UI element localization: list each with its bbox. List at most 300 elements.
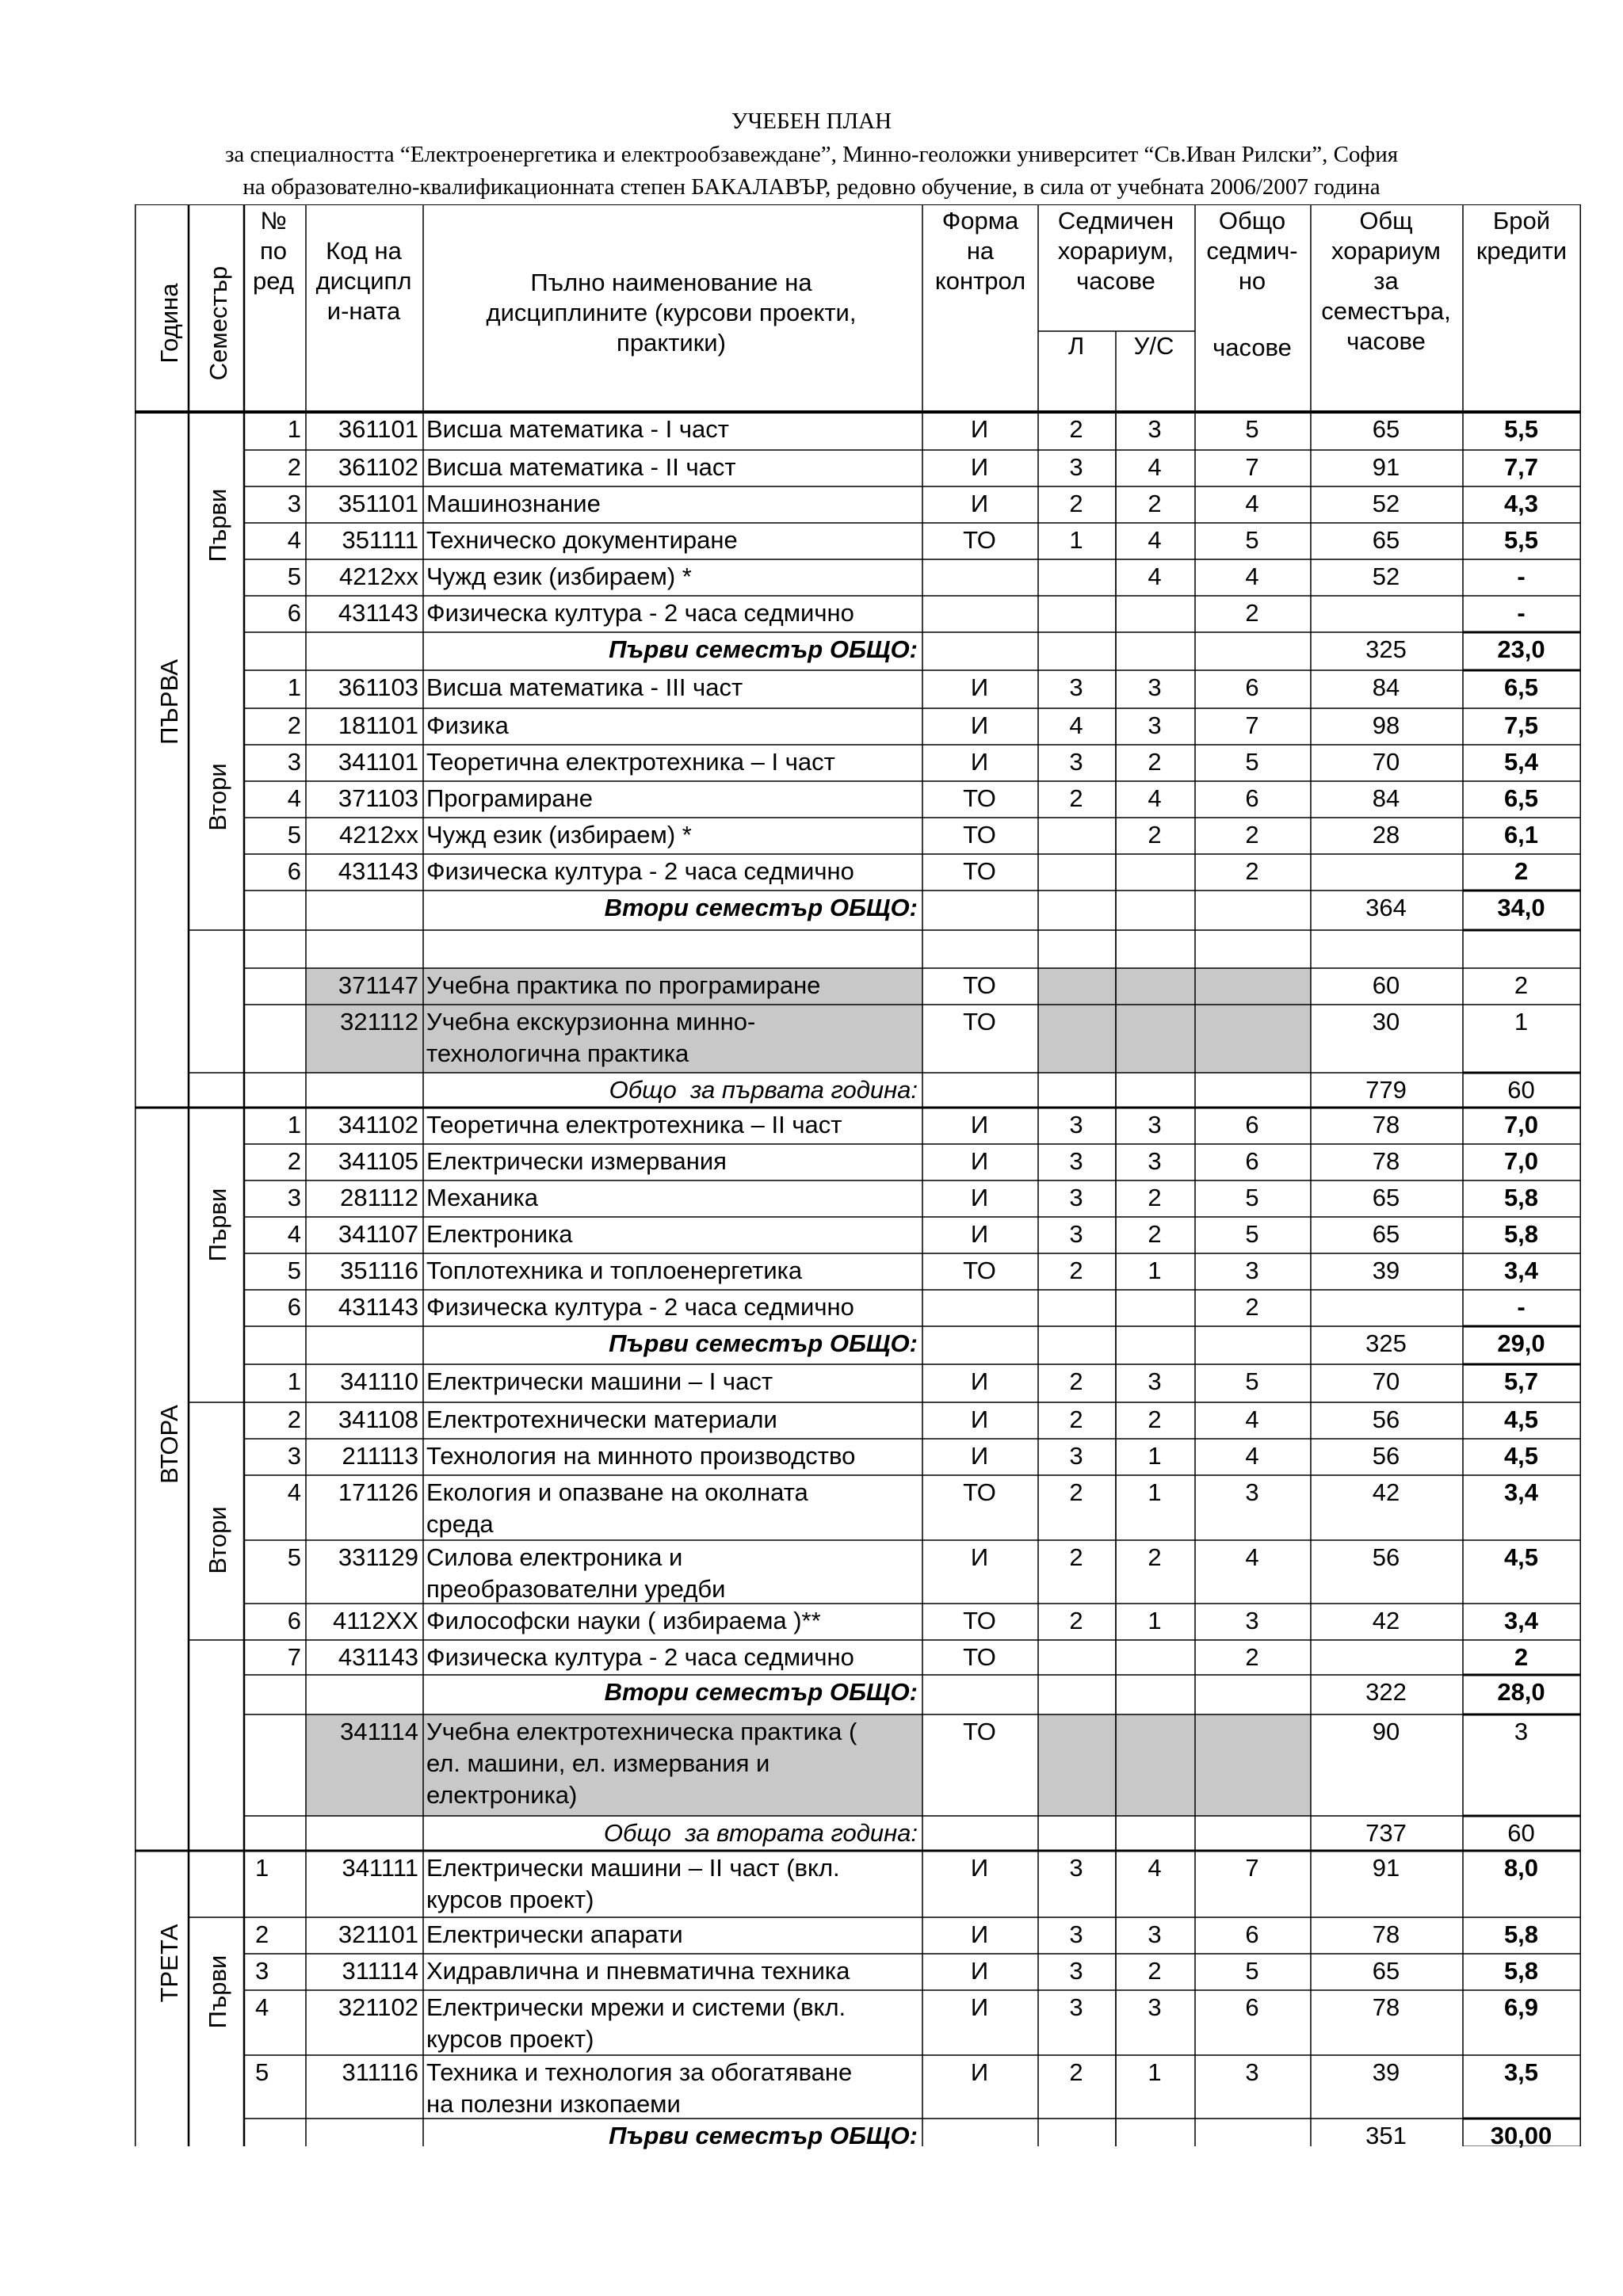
total-semester-hours: 78 — [1372, 1111, 1400, 1138]
total-semester-hours: 65 — [1372, 415, 1400, 443]
weekly-exercises: 2 — [1148, 1543, 1162, 1571]
row-number: 4 — [287, 526, 301, 554]
control-form: ТО — [963, 784, 996, 812]
weekly-lectures: 3 — [1069, 1920, 1083, 1948]
weekly-lectures: 1 — [1069, 526, 1083, 554]
discipline-code: 361103 — [338, 673, 418, 701]
total-semester-hours: 91 — [1372, 453, 1400, 481]
row-number: 5 — [287, 821, 301, 849]
total-semester-hours: 78 — [1372, 1147, 1400, 1175]
total-weekly-hours: 2 — [1245, 821, 1259, 849]
section-total-label: Общо за първата година: — [609, 1076, 918, 1104]
credits: 7,5 — [1503, 711, 1539, 739]
weekly-lectures: 3 — [1069, 1957, 1083, 1985]
header-year: Година — [155, 283, 183, 364]
control-form: ТО — [963, 1718, 996, 1745]
discipline-name: Електрически мрежи и системи (вкл. курсов проект) — [426, 1993, 846, 2053]
total-weekly-hours: 3 — [1245, 2058, 1259, 2086]
control-form: И — [970, 1220, 989, 1248]
total-weekly-hours: 3 — [1245, 1257, 1259, 1284]
discipline-name: Електрически машини – I част — [426, 1367, 773, 1395]
total-weekly-hours: 2 — [1245, 599, 1259, 627]
discipline-code: 351116 — [340, 1257, 418, 1284]
credits: 30,00 — [1490, 2122, 1552, 2149]
header-row-number: № по ред — [253, 207, 294, 295]
total-semester-hours: 65 — [1372, 1957, 1400, 1985]
control-form: ТО — [963, 1257, 996, 1284]
total-semester-hours: 325 — [1365, 1329, 1407, 1357]
weekly-exercises: 2 — [1148, 1220, 1162, 1248]
header-total-semester-hours: Общ хорариум за семестъра, часове — [1321, 207, 1451, 355]
control-form: ТО — [963, 1008, 996, 1035]
total-semester-hours: 52 — [1372, 563, 1400, 590]
row-number: 3 — [287, 1184, 301, 1211]
credits: 29,0 — [1497, 1329, 1545, 1357]
control-form: ТО — [963, 1478, 996, 1506]
document-subtitle-line-2: на образователно-квалификационната степен БАКАЛАВЪР, редовно обучение, в сила от учебната 2006/2007 година — [242, 174, 1381, 200]
control-form: И — [970, 1442, 989, 1470]
year-label-second: ВТОРА — [155, 1405, 183, 1484]
credits: 23,0 — [1497, 635, 1545, 663]
total-weekly-hours: 2 — [1245, 1293, 1259, 1321]
row-number: 2 — [287, 1405, 301, 1433]
weekly-exercises: 2 — [1148, 1184, 1162, 1211]
discipline-name: Теоретична електротехника – II част — [426, 1111, 842, 1138]
weekly-exercises: 2 — [1148, 748, 1162, 776]
total-weekly-hours: 6 — [1245, 784, 1259, 812]
year-label-first: ПЪРВА — [155, 659, 183, 745]
credits: 3,4 — [1503, 1478, 1539, 1506]
header-discipline-code: Код на дисципл и-ната — [315, 237, 412, 325]
weekly-exercises: 4 — [1148, 453, 1162, 481]
total-weekly-hours: 5 — [1245, 1220, 1259, 1248]
row-number: 6 — [287, 1607, 301, 1634]
credits: 5,8 — [1503, 1920, 1539, 1948]
total-weekly-hours: 4 — [1245, 490, 1259, 517]
discipline-code: 4212xx — [339, 821, 418, 849]
control-form: И — [970, 673, 989, 701]
discipline-name: Учебна електротехническа практика ( ел. машини, ел. измервания и електроника) — [426, 1718, 857, 1809]
credits: 4,5 — [1503, 1405, 1539, 1433]
row-number: 1 — [255, 1854, 269, 1882]
weekly-lectures: 2 — [1069, 490, 1083, 517]
total-weekly-hours: 6 — [1245, 1147, 1259, 1175]
credits: 3 — [1514, 1718, 1529, 1745]
total-semester-hours: 65 — [1372, 1184, 1400, 1211]
total-weekly-hours: 7 — [1245, 453, 1259, 481]
total-semester-hours: 60 — [1372, 971, 1400, 999]
weekly-exercises: 3 — [1148, 1147, 1162, 1175]
total-semester-hours: 70 — [1372, 1367, 1400, 1395]
credits: 6,1 — [1503, 821, 1539, 849]
total-semester-hours: 98 — [1372, 711, 1400, 739]
total-weekly-hours: 2 — [1245, 1643, 1259, 1671]
discipline-name: Машинознание — [426, 490, 601, 517]
control-form: ТО — [963, 857, 996, 885]
weekly-exercises: 2 — [1148, 490, 1162, 517]
weekly-exercises: 4 — [1148, 526, 1162, 554]
weekly-exercises: 3 — [1148, 711, 1162, 739]
discipline-name: Чужд език (избираем) * — [426, 563, 692, 590]
credits: 6,5 — [1503, 784, 1539, 812]
discipline-code: 371147 — [338, 971, 418, 999]
discipline-name: Висша математика - II част — [426, 453, 736, 481]
total-semester-hours: 779 — [1365, 1076, 1407, 1104]
credits: 2 — [1514, 1643, 1529, 1671]
credits: 7,0 — [1503, 1147, 1539, 1175]
discipline-name: Програмиране — [426, 784, 594, 812]
row-number: 3 — [287, 1442, 301, 1470]
credits: 4,5 — [1503, 1442, 1539, 1470]
total-semester-hours: 78 — [1372, 1993, 1400, 2021]
semester-label-year1-first: Първи — [204, 488, 231, 563]
year-label-third: ТРЕТА — [155, 1924, 183, 2003]
discipline-code: 331129 — [338, 1543, 418, 1571]
semester-label-year1-second: Втори — [204, 763, 231, 831]
weekly-exercises: 3 — [1148, 673, 1162, 701]
total-weekly-hours: 5 — [1245, 415, 1259, 443]
row-number: 2 — [287, 711, 301, 739]
discipline-name: Физика — [426, 711, 509, 739]
row-number: 1 — [287, 1111, 301, 1138]
total-semester-hours: 30 — [1372, 1008, 1400, 1035]
control-form: ТО — [963, 1643, 996, 1671]
header-total-weekly: Общо седмич- но — [1206, 207, 1298, 295]
header-weekly-hours: Седмичен хорариум, часове — [1057, 207, 1174, 295]
credits: 4,3 — [1503, 490, 1539, 517]
discipline-name: Физическа култура - 2 часа седмично — [426, 599, 854, 627]
row-number: 4 — [287, 784, 301, 812]
practice-row-shading — [1038, 1005, 1311, 1073]
discipline-name: Чужд език (избираем) * — [426, 821, 692, 849]
total-weekly-hours: 5 — [1245, 1957, 1259, 1985]
section-total-label: Първи семестър ОБЩО: — [609, 2122, 918, 2149]
credits: 5,7 — [1503, 1367, 1539, 1395]
curriculum-table — [135, 204, 1581, 2149]
total-weekly-hours: 6 — [1245, 1920, 1259, 1948]
credits: 5,8 — [1503, 1184, 1539, 1211]
discipline-name: Техническо документиране — [426, 526, 738, 554]
discipline-code: 211113 — [342, 1442, 418, 1470]
control-form: И — [970, 415, 989, 443]
discipline-name: Физическа култура - 2 часа седмично — [426, 1293, 854, 1321]
weekly-lectures: 3 — [1069, 1111, 1083, 1138]
discipline-code: 341110 — [340, 1367, 418, 1395]
credits: 3,4 — [1503, 1257, 1539, 1284]
control-form: И — [970, 1543, 989, 1571]
weekly-lectures: 2 — [1069, 1405, 1083, 1433]
discipline-name: Висша математика - I част — [426, 415, 729, 443]
total-semester-hours: 91 — [1372, 1854, 1400, 1882]
credits: 3,5 — [1503, 2058, 1539, 2086]
discipline-name: Електрически измервания — [426, 1147, 727, 1175]
control-form: И — [970, 1111, 989, 1138]
weekly-exercises: 3 — [1148, 1993, 1162, 2021]
total-semester-hours: 84 — [1372, 673, 1400, 701]
credits: 2 — [1514, 971, 1529, 999]
discipline-name: Електрически машини – II част (вкл. курсов проект) — [426, 1854, 840, 1913]
row-number: 3 — [287, 490, 301, 517]
discipline-name: Физическа култура - 2 часа седмично — [426, 1643, 854, 1671]
weekly-lectures: 3 — [1069, 748, 1083, 776]
discipline-name: Технология на минното производство — [426, 1442, 856, 1470]
weekly-lectures: 2 — [1069, 1367, 1083, 1395]
credits: 60 — [1507, 1819, 1535, 1847]
control-form: И — [970, 2058, 989, 2086]
header-total-weekly-unit: часове — [1212, 334, 1292, 361]
total-weekly-hours: 3 — [1245, 1478, 1259, 1506]
section-total-label: Първи семестър ОБЩО: — [609, 1329, 918, 1357]
semester-label-year2-first: Първи — [204, 1188, 231, 1262]
total-semester-hours: 39 — [1372, 2058, 1400, 2086]
row-number: 2 — [287, 1147, 301, 1175]
total-weekly-hours: 6 — [1245, 1111, 1259, 1138]
control-form: И — [970, 1147, 989, 1175]
weekly-exercises: 1 — [1148, 1607, 1162, 1634]
control-form: И — [970, 1957, 989, 1985]
credits: 5,8 — [1503, 1220, 1539, 1248]
control-form: И — [970, 1854, 989, 1882]
credits: 8,0 — [1503, 1854, 1539, 1882]
weekly-lectures: 3 — [1069, 1220, 1083, 1248]
total-semester-hours: 351 — [1365, 2122, 1407, 2149]
weekly-exercises: 2 — [1148, 1405, 1162, 1433]
row-number: 6 — [287, 599, 301, 627]
credits: 7,0 — [1503, 1111, 1539, 1138]
total-semester-hours: 364 — [1365, 894, 1407, 921]
document-subtitle-line-1: за специалността “Електроенергетика и електрообзавеждане”, Минно-геоложки университет “Св.Иван Рилски”, София — [224, 142, 1399, 167]
weekly-exercises: 2 — [1148, 821, 1162, 849]
discipline-name: Електрически апарати — [426, 1920, 683, 1948]
semester-label-year3-first: Първи — [204, 1955, 231, 2029]
document-title: УЧЕБЕН ПЛАН — [731, 109, 892, 134]
weekly-exercises: 4 — [1148, 563, 1162, 590]
header-control-form: Форма на контрол — [934, 207, 1026, 295]
control-form: И — [970, 711, 989, 739]
weekly-exercises: 1 — [1148, 2058, 1162, 2086]
section-total-label: Втори семестър ОБЩО: — [604, 1678, 918, 1706]
total-weekly-hours: 6 — [1245, 1993, 1259, 2021]
row-number: 6 — [287, 857, 301, 885]
row-number: 5 — [287, 1257, 301, 1284]
row-number: 4 — [255, 1993, 269, 2021]
weekly-exercises: 3 — [1148, 1367, 1162, 1395]
discipline-code: 431143 — [338, 599, 418, 627]
weekly-exercises: 3 — [1148, 1920, 1162, 1948]
weekly-lectures: 2 — [1069, 2058, 1083, 2086]
row-number: 2 — [287, 453, 301, 481]
discipline-name: Висша математика - III част — [426, 673, 743, 701]
section-total-label: Втори семестър ОБЩО: — [604, 894, 918, 921]
discipline-code: 431143 — [338, 1293, 418, 1321]
discipline-name: Хидравлична и пневматична техника — [426, 1957, 850, 1985]
discipline-name: Учебна практика по програмиране — [426, 971, 821, 999]
discipline-code: 341105 — [338, 1147, 418, 1175]
practice-row-shading — [1038, 968, 1311, 1005]
total-weekly-hours: 5 — [1245, 526, 1259, 554]
weekly-lectures: 2 — [1069, 1543, 1083, 1571]
credits: 5,5 — [1503, 415, 1539, 443]
discipline-code: 361101 — [338, 415, 418, 443]
weekly-lectures: 3 — [1069, 1147, 1083, 1175]
control-form: И — [970, 748, 989, 776]
weekly-lectures: 4 — [1069, 711, 1083, 739]
credits: 3,4 — [1503, 1607, 1539, 1634]
row-number: 5 — [287, 563, 301, 590]
total-semester-hours: 65 — [1372, 1220, 1400, 1248]
discipline-code: 361102 — [338, 453, 418, 481]
semester-label-year2-second: Втори — [204, 1506, 231, 1574]
total-weekly-hours: 3 — [1245, 1607, 1259, 1634]
weekly-lectures: 2 — [1069, 415, 1083, 443]
weekly-exercises: 1 — [1148, 1478, 1162, 1506]
discipline-code: 281112 — [340, 1184, 418, 1211]
control-form: ТО — [963, 1607, 996, 1634]
row-number: 1 — [287, 1367, 301, 1395]
weekly-exercises: 4 — [1148, 784, 1162, 812]
total-semester-hours: 56 — [1372, 1442, 1400, 1470]
total-weekly-hours: 6 — [1245, 673, 1259, 701]
total-semester-hours: 56 — [1372, 1405, 1400, 1433]
control-form: И — [970, 1920, 989, 1948]
discipline-name: Силова електроника и преобразователни уредби — [426, 1543, 726, 1603]
total-weekly-hours: 7 — [1245, 711, 1259, 739]
header-weekly-exercises: У/С — [1133, 332, 1174, 360]
weekly-exercises: 3 — [1148, 415, 1162, 443]
discipline-code: 321101 — [338, 1920, 418, 1948]
credits: 7,7 — [1503, 453, 1539, 481]
total-semester-hours: 52 — [1372, 490, 1400, 517]
discipline-code: 351101 — [338, 490, 418, 517]
weekly-exercises: 1 — [1148, 1442, 1162, 1470]
credits: 2 — [1514, 857, 1529, 885]
row-number: 1 — [287, 415, 301, 443]
discipline-code: 321112 — [340, 1008, 418, 1035]
discipline-code: 341114 — [340, 1718, 418, 1745]
weekly-exercises: 2 — [1148, 1957, 1162, 1985]
total-weekly-hours: 5 — [1245, 1367, 1259, 1395]
discipline-name: Теоретична електротехника – I част — [426, 748, 835, 776]
total-weekly-hours: 4 — [1245, 1405, 1259, 1433]
control-form: И — [970, 1993, 989, 2021]
total-semester-hours: 65 — [1372, 526, 1400, 554]
total-semester-hours: 42 — [1372, 1478, 1400, 1506]
weekly-lectures: 3 — [1069, 1442, 1083, 1470]
discipline-code: 171126 — [338, 1478, 418, 1506]
total-semester-hours: 70 — [1372, 748, 1400, 776]
discipline-code: 311114 — [342, 1957, 418, 1985]
credits: 5,4 — [1503, 748, 1539, 776]
total-semester-hours: 28 — [1372, 821, 1400, 849]
total-semester-hours: 322 — [1365, 1678, 1407, 1706]
discipline-name: Учебна екскурзионна минно- технологична практика — [426, 1008, 756, 1067]
row-number: 3 — [255, 1957, 269, 1985]
control-form: И — [970, 1405, 989, 1433]
discipline-name: Философски науки ( избираема )** — [426, 1607, 821, 1634]
control-form: ТО — [963, 526, 996, 554]
total-semester-hours: 84 — [1372, 784, 1400, 812]
row-number: 4 — [287, 1220, 301, 1248]
credits: - — [1517, 1293, 1526, 1321]
row-number: 3 — [287, 748, 301, 776]
credits: 4,5 — [1503, 1543, 1539, 1571]
weekly-exercises: 4 — [1148, 1854, 1162, 1882]
weekly-lectures: 2 — [1069, 784, 1083, 812]
row-number: 2 — [255, 1920, 269, 1948]
section-total-label: Общо за втората година: — [603, 1819, 918, 1847]
credits: 34,0 — [1497, 894, 1545, 921]
credits: 6,9 — [1503, 1993, 1539, 2021]
control-form: ТО — [963, 971, 996, 999]
weekly-exercises: 3 — [1148, 1111, 1162, 1138]
weekly-lectures: 3 — [1069, 1184, 1083, 1211]
total-weekly-hours: 4 — [1245, 563, 1259, 590]
credits: 60 — [1507, 1076, 1535, 1104]
total-weekly-hours: 4 — [1245, 1543, 1259, 1571]
credits: 1 — [1514, 1008, 1529, 1035]
discipline-code: 181101 — [338, 711, 418, 739]
total-semester-hours: 737 — [1365, 1819, 1407, 1847]
credits: 5,8 — [1503, 1957, 1539, 1985]
weekly-lectures: 3 — [1069, 673, 1083, 701]
credits: 6,5 — [1503, 673, 1539, 701]
discipline-code: 341101 — [338, 748, 418, 776]
total-weekly-hours: 5 — [1245, 748, 1259, 776]
row-number: 7 — [287, 1643, 301, 1671]
discipline-name: Техника и технология за обогатяване на полезни изкопаеми — [426, 2058, 853, 2118]
total-semester-hours: 78 — [1372, 1920, 1400, 1948]
credits: 28,0 — [1497, 1678, 1545, 1706]
weekly-lectures: 3 — [1069, 1854, 1083, 1882]
header-weekly-lectures: Л — [1067, 332, 1085, 360]
discipline-code: 341102 — [338, 1111, 418, 1138]
discipline-code: 431143 — [338, 857, 418, 885]
discipline-name: Механика — [426, 1184, 539, 1211]
discipline-name: Физическа култура - 2 часа седмично — [426, 857, 854, 885]
row-number: 4 — [287, 1478, 301, 1506]
discipline-name: Топлотехника и топлоенергетика — [426, 1257, 803, 1284]
total-weekly-hours: 5 — [1245, 1184, 1259, 1211]
control-form: И — [970, 490, 989, 517]
discipline-name: Електротехнически материали — [426, 1405, 777, 1433]
row-number: 5 — [255, 2058, 269, 2086]
weekly-lectures: 3 — [1069, 1993, 1083, 2021]
total-semester-hours: 90 — [1372, 1718, 1400, 1745]
discipline-name: Електроника — [426, 1220, 573, 1248]
discipline-code: 4212xx — [339, 563, 418, 590]
total-weekly-hours: 4 — [1245, 1442, 1259, 1470]
weekly-lectures: 3 — [1069, 453, 1083, 481]
header-semester: Семестър — [204, 265, 232, 381]
discipline-code: 321102 — [338, 1993, 418, 2021]
control-form: И — [970, 1184, 989, 1211]
control-form: ТО — [963, 821, 996, 849]
discipline-code: 371103 — [338, 784, 418, 812]
total-semester-hours: 42 — [1372, 1607, 1400, 1634]
practice-row-shading — [1038, 1714, 1311, 1816]
discipline-code: 341107 — [338, 1220, 418, 1248]
total-weekly-hours: 7 — [1245, 1854, 1259, 1882]
row-number: 5 — [287, 1543, 301, 1571]
header-credits: Брой кредити — [1476, 207, 1568, 265]
control-form: И — [970, 1367, 989, 1395]
credits: 5,5 — [1503, 526, 1539, 554]
discipline-code: 4112XX — [332, 1607, 418, 1634]
total-weekly-hours: 2 — [1245, 857, 1259, 885]
weekly-exercises: 1 — [1148, 1257, 1162, 1284]
discipline-code: 341111 — [342, 1854, 418, 1882]
header-discipline-name: Пълно наименование на дисциплините (курсови проекти, практики) — [486, 269, 857, 357]
